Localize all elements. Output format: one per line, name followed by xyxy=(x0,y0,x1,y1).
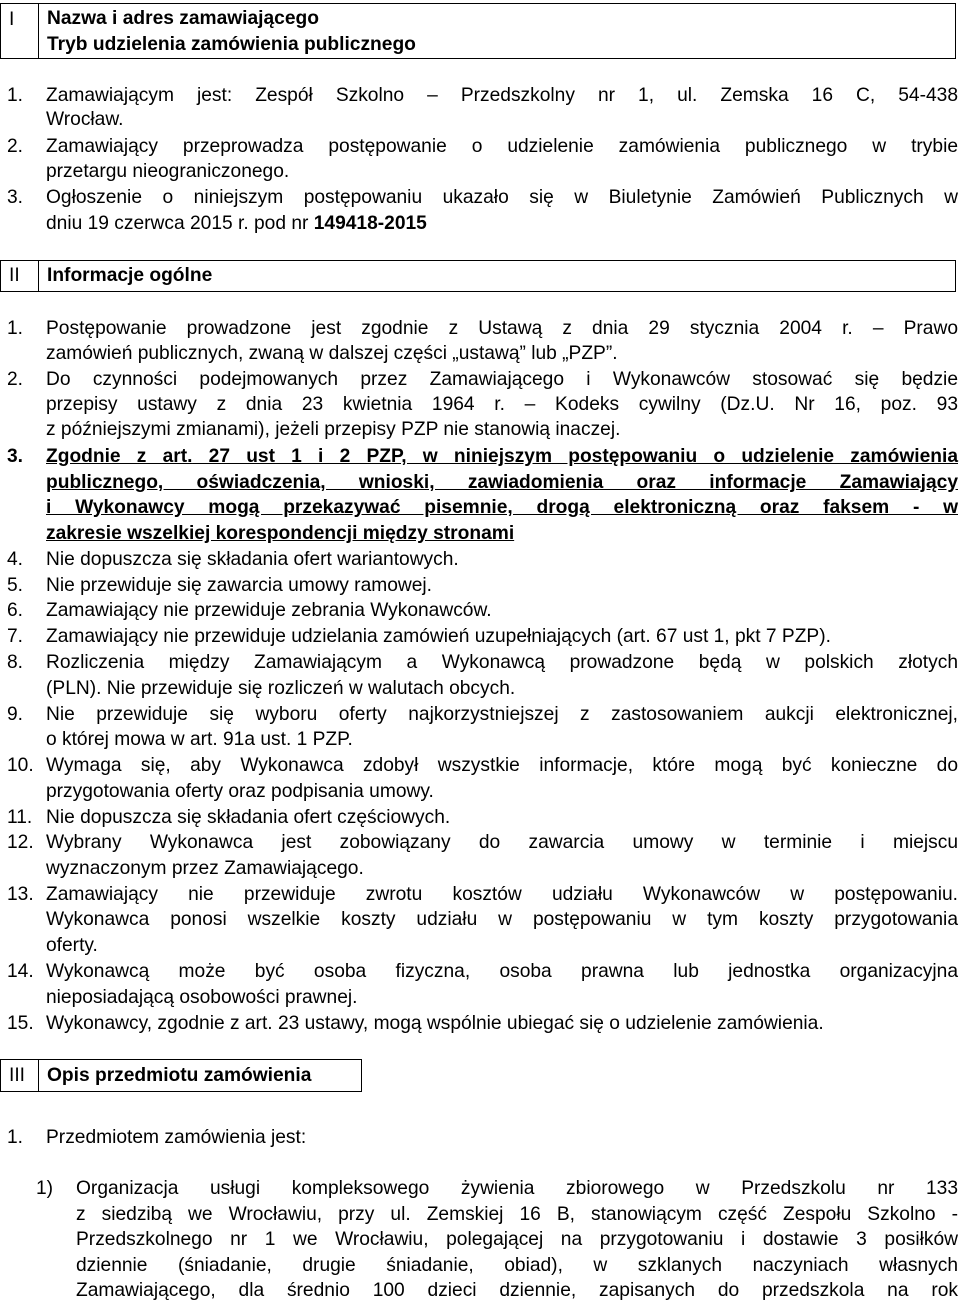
section-header-3 xyxy=(0,1059,362,1092)
section-header-1 xyxy=(0,3,956,59)
announcement-number: 149418-2015 xyxy=(313,213,427,234)
section-title: Informacje ogólne xyxy=(47,265,213,286)
section-title: Nazwa i adres zamawiającego Tryb udzielenia zamówienia publicznego xyxy=(47,8,416,55)
section-number: I xyxy=(1,4,39,58)
section-number: III xyxy=(1,1060,39,1091)
section-number: II xyxy=(1,261,39,291)
section-header-2 xyxy=(0,260,956,292)
document-page: I Nazwa i adres zamawiającego Tryb udzielenia zamówienia publicznego 1. Zamawiającym jest: Zespół Szkolno – Przedszkolny nr 1, ul. Zemska 16 C, 54-438 Wrocław. 2. Zamawiający przeprowadza postępowanie o udzielenie zamówienia publicznego w trybie przetargu nieograniczonego. 3. Ogłoszenie o niniejszym postępowaniu ukazało się w Biuletynie Zamówień Publicznych w dniu 19 czerwca 2015 r. pod nr 149418-2015 II Informacje ogólne 1. Postępowanie prowadzone jest zgodnie z Ustawą z dnia 29 stycznia 2004 r. – Prawo zamówień publicznych, zwaną w dalszej części „ustawą” lub „PZP”. 2. Do czynności podejmowanych przez Zamawiającego i Wykonawców stosować się będzie przepisy ustawy z dnia 23 kwietnia 1964 r. – Kodeks cywilny (Dz.U. Nr 16, poz. 93 z późniejszymi zmianami), jeżeli przepisy PZP nie stanowią inaczej. 3. Zgodnie z art. 27 ust 1 i 2 PZP, w niniejszym postępowaniu o udzielenie zamówienia publicznego, oświadczenia, wnioski, zawiadomienia oraz informacje Zamawiający i Wykonawcy mogą przekazywać pisemnie, drogą elektroniczną oraz faksem - w zakresie wszelkiej korespondencji między stronami 4. Nie dopuszcza się składania ofert wariantowych. 5. Nie przewiduje się zawarcia umowy ramowej. 6. Zamawiający nie przewiduje zebrania Wykonawców. 7. Zamawiający nie przewiduje udzielania zamówień uzupełniających (art. 67 ust 1, pkt 7 PZP). 8. Rozliczenia między Zamawiającym a Wykonawcą prowadzone będą w polskich złotych (PLN). Nie przewiduje się rozliczeń w walutach obcych. 9. Nie przewiduje się wyboru oferty najkorzystniejszej z zastosowaniem aukcji elektronicznej, o której mowa w art. 91a ust. 1 PZP. 10. Wymaga się, aby Wykonawca zdobył wszystkie informacje, które mogą być konieczne do przygotowania oferty oraz podpisania umowy. 11. Nie dopuszcza się składania ofert częściowych. 12. Wybrany Wykonawca jest zobowiązany do zawarcia umowy w terminie i miejscu wyznaczonym przez Zamawiającego. 13. Zamawiający nie przewiduje zwrotu kosztów udziału Wykonawców w postępowaniu. Wykonawca ponosi wszelkie koszty udziału w postępowaniu w tym koszty przygotowania oferty. 14. Wykonawcą może być osoba fizyczna, osoba prawna lub jednostka organizacyjna nieposiadającą osobowości prawnej. 15. Wykonawcy, zgodnie z art. 23 ustawy, mogą wspólnie ubiegać się o udzielenie zamówienia. III Opis przedmiotu zamówienia 1. Przedmiotem zamówienia jest: 1) Organizacja usługi kompleksowego żywienia zbiorowego w Przedszkolu nr 133 z siedzibą we Wrocławiu, przy ul. Zemskiej 16 B, stanowiącym część Zespołu Szkolno - Przedszkolnego nr 1 we Wrocławiu, polegającej na przygotowaniu i dostawie 3 posiłków dziennie (śniadanie, drugie śniadanie, obiad), w szklanych naczyniach własnych Zamawiającego, dla średnio 100 dzieci dziennie, zapisanych do przedszkola na rok xyxy=(0,0,960,1303)
section-title: Opis przedmiotu zamówienia xyxy=(47,1065,312,1086)
